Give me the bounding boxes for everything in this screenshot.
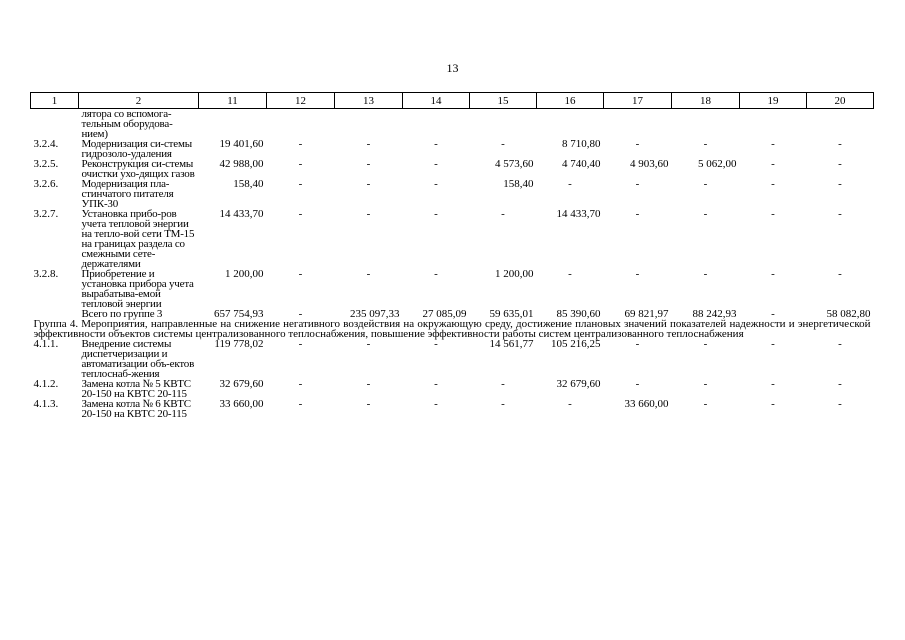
value-cell: - xyxy=(434,178,438,190)
column-header: 20 xyxy=(807,93,874,109)
value-cell: - xyxy=(366,178,371,190)
table-row xyxy=(31,399,874,419)
value-cell: - xyxy=(838,378,842,390)
activity-name: Замена котла № 5 КВТС 20-150 на КВТС 20-115 xyxy=(81,378,191,400)
value-cell: 119 778,02 xyxy=(214,338,264,350)
value-cell: 14 561,77 xyxy=(489,338,534,350)
continuation-row xyxy=(31,109,874,140)
activity-name: Модернизация си-стемы гидрозоло-удаления xyxy=(81,138,192,160)
value-cell: - xyxy=(298,208,303,220)
value-cell: 4 740,40 xyxy=(562,158,601,170)
value-cell: - xyxy=(298,398,303,410)
group-title: Группа 4. Мероприятия, направленные на снижение негативного воздействия на окружающую среду, достижение плановых значений показателей надежности и энергетической эффективности объектов системы централизованного теплоснабжения, повышение эффективности работы систем централизованного теплоснабжения xyxy=(33,318,871,340)
row-number: 3.2.4. xyxy=(33,138,59,150)
value-cell: - xyxy=(703,178,708,190)
column-header: 18 xyxy=(672,93,740,109)
value-cell: - xyxy=(703,138,708,150)
value-cell: - xyxy=(771,338,775,350)
column-header: 15 xyxy=(470,93,537,109)
value-cell: - xyxy=(771,208,775,220)
value-cell: 4 903,60 xyxy=(630,158,669,170)
value-cell: - xyxy=(838,208,842,220)
page-number: 13 xyxy=(446,61,459,75)
value-cell: 158,40 xyxy=(233,178,264,190)
value-cell: - xyxy=(434,398,438,410)
column-header: 1 xyxy=(31,93,79,109)
value-cell: 8 710,80 xyxy=(562,138,601,150)
column-header: 19 xyxy=(740,93,807,109)
header-row xyxy=(31,93,874,109)
activity-name: Внедрение системы диспетчеризации и автоматизации объ-ектов теплоснаб-жения xyxy=(81,338,195,380)
column-header: 2 xyxy=(79,93,199,109)
value-cell: - xyxy=(434,378,438,390)
value-cell: 1 200,00 xyxy=(225,268,264,280)
activity-name: Приобретение и установка прибора учета вырабатыва-емой тепловой энергии xyxy=(81,268,194,310)
value-cell: - xyxy=(434,158,438,170)
value-cell: 5 062,00 xyxy=(698,158,737,170)
value-cell: - xyxy=(635,378,640,390)
table-row xyxy=(31,339,874,379)
value-cell: 14 433,70 xyxy=(219,208,264,220)
value-cell: 33 660,00 xyxy=(624,398,669,410)
value-cell: - xyxy=(771,178,775,190)
activity-name: Замена котла № 6 КВТС 20-150 на КВТС 20-115 xyxy=(81,398,191,420)
table-row xyxy=(31,139,874,159)
table-row xyxy=(31,159,874,179)
value-cell: 32 679,60 xyxy=(219,378,264,390)
total-value-cell: 235 097,33 xyxy=(350,308,400,320)
column-header: 12 xyxy=(267,93,335,109)
value-cell: - xyxy=(298,338,303,350)
value-cell: - xyxy=(298,158,303,170)
total-label: Всего по группе 3 xyxy=(81,308,163,320)
value-cell: - xyxy=(366,398,371,410)
total-value-cell: 59 635,01 xyxy=(489,308,534,320)
value-cell: - xyxy=(366,268,371,280)
value-cell: 158,40 xyxy=(503,178,534,190)
value-cell: 105 216,25 xyxy=(551,338,601,350)
value-cell: - xyxy=(501,138,505,150)
value-cell: - xyxy=(838,338,842,350)
value-cell: - xyxy=(298,138,303,150)
row-number: 3.2.8. xyxy=(33,268,59,280)
value-cell: - xyxy=(771,268,775,280)
value-cell: - xyxy=(703,378,708,390)
value-cell: - xyxy=(771,158,775,170)
value-cell: - xyxy=(568,398,572,410)
total-value-cell: 88 242,93 xyxy=(692,308,737,320)
row-number: 3.2.7. xyxy=(33,208,59,220)
value-cell: - xyxy=(703,338,708,350)
row-number: 3.2.6. xyxy=(33,178,59,190)
value-cell: - xyxy=(501,378,505,390)
total-value-cell: 85 390,60 xyxy=(556,308,601,320)
row-number: 4.1.1. xyxy=(33,338,59,350)
value-cell: - xyxy=(568,178,572,190)
value-cell: - xyxy=(568,268,572,280)
value-cell: - xyxy=(434,208,438,220)
total-value-cell: - xyxy=(771,308,775,320)
value-cell: 32 679,60 xyxy=(556,378,601,390)
value-cell: - xyxy=(366,338,371,350)
table-row xyxy=(31,379,874,399)
value-cell: - xyxy=(635,208,640,220)
row-number: 3.2.5. xyxy=(33,158,59,170)
value-cell: - xyxy=(298,378,303,390)
column-header: 14 xyxy=(403,93,470,109)
value-cell: - xyxy=(366,208,371,220)
table-row xyxy=(31,209,874,269)
value-cell: - xyxy=(366,138,371,150)
activity-name: Установка прибо-ров учета тепловой энергии на тепло-вой сети ТМ-15 на границах раздела со смежными сете-держателями xyxy=(81,208,195,270)
row-number-cell xyxy=(31,109,79,140)
value-cell: - xyxy=(366,158,371,170)
value-cell: - xyxy=(635,268,640,280)
value-cell: - xyxy=(298,178,303,190)
row-number: 4.1.2. xyxy=(33,378,59,390)
value-cell: 42 988,00 xyxy=(219,158,264,170)
value-cell: - xyxy=(501,398,505,410)
investment-table xyxy=(30,92,874,419)
value-cell: 1 200,00 xyxy=(495,268,534,280)
value-cell: 33 660,00 xyxy=(219,398,264,410)
empty-cell xyxy=(199,109,874,140)
row-number: 4.1.3. xyxy=(33,398,59,410)
value-cell: - xyxy=(703,268,708,280)
value-cell: - xyxy=(771,398,775,410)
value-cell: - xyxy=(703,208,708,220)
table-row xyxy=(31,269,874,309)
value-cell: - xyxy=(838,268,842,280)
column-header: 13 xyxy=(335,93,403,109)
activity-name: Реконструкция си-стемы очистки ухо-дящих газов xyxy=(81,158,195,180)
value-cell: - xyxy=(298,268,303,280)
total-value-cell: - xyxy=(298,308,303,320)
column-header: 17 xyxy=(604,93,672,109)
value-cell: - xyxy=(434,138,438,150)
value-cell: 14 433,70 xyxy=(556,208,601,220)
value-cell: - xyxy=(838,138,842,150)
value-cell: 19 401,60 xyxy=(219,138,264,150)
value-cell: - xyxy=(635,178,640,190)
value-cell: - xyxy=(366,378,371,390)
value-cell: - xyxy=(838,158,842,170)
value-cell: - xyxy=(771,378,775,390)
table-row xyxy=(31,179,874,209)
activity-name: Модернизация пла-стинчатого питателя УПК-30 xyxy=(81,178,174,210)
total-value-cell: 27 085,09 xyxy=(422,308,467,320)
value-cell: - xyxy=(838,178,842,190)
value-cell: - xyxy=(838,398,842,410)
value-cell: - xyxy=(434,268,438,280)
column-header: 16 xyxy=(537,93,604,109)
total-value-cell: 58 082,80 xyxy=(826,308,871,320)
value-cell: - xyxy=(703,398,708,410)
value-cell: - xyxy=(501,208,505,220)
group-header-row xyxy=(31,319,874,339)
total-value-cell: 69 821,97 xyxy=(624,308,669,320)
total-value-cell: 657 754,93 xyxy=(214,308,264,320)
value-cell: - xyxy=(635,138,640,150)
value-cell: 4 573,60 xyxy=(495,158,534,170)
column-header: 11 xyxy=(199,93,267,109)
value-cell: - xyxy=(635,338,640,350)
value-cell: - xyxy=(434,338,438,350)
value-cell: - xyxy=(771,138,775,150)
continuation-text: лятора со вспомога-тельным оборудова-нием) xyxy=(81,108,173,140)
